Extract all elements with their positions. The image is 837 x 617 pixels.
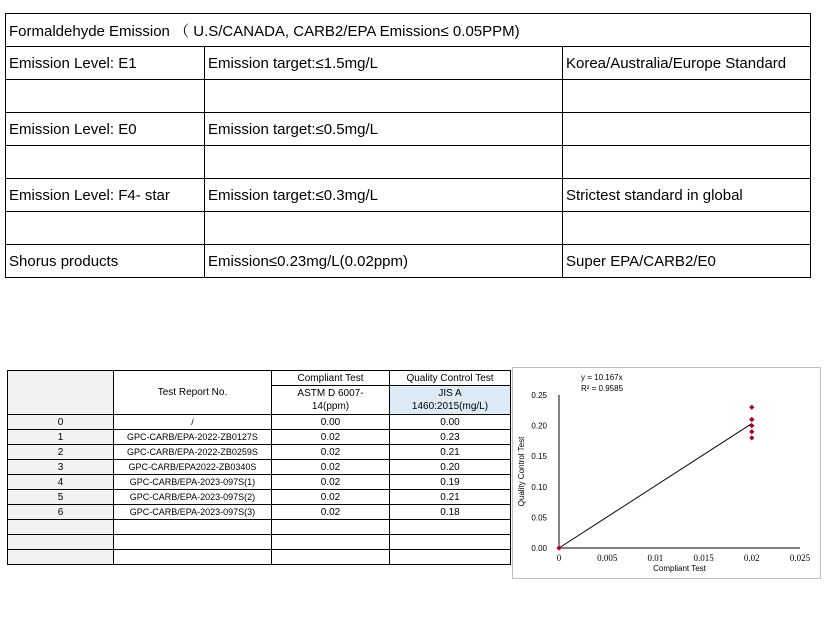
index-header-cell xyxy=(8,371,114,415)
table-row xyxy=(8,490,511,505)
qc-value: 0.21 xyxy=(390,490,511,505)
r-squared-label: R² = 0.9585 xyxy=(581,384,624,393)
table-row xyxy=(8,445,511,460)
emission-target-cell: Emission target:≤1.5mg/L xyxy=(205,47,563,80)
report-number: / xyxy=(114,415,272,430)
empty-cell xyxy=(6,80,205,113)
qc-value: 0.23 xyxy=(390,430,511,445)
row-index: 5 xyxy=(8,490,114,505)
compliant-value: 0.02 xyxy=(272,445,390,460)
empty-row xyxy=(8,550,511,565)
trendline xyxy=(559,424,752,548)
qc-method-line2: 1460:2015(mg/L) xyxy=(411,401,489,412)
scatter-chart xyxy=(512,367,821,579)
x-axis-title: Compliant Test xyxy=(653,564,706,573)
x-tick-label: 0.025 xyxy=(789,553,811,563)
empty-cell xyxy=(390,550,511,565)
empty-cell xyxy=(390,535,511,550)
table-title-row xyxy=(6,14,811,47)
table-row xyxy=(6,212,811,245)
empty-cell xyxy=(6,146,205,179)
y-tick-label: 0.10 xyxy=(531,482,547,492)
report-number: GPC-CARB/EPA-2022-ZB0259S xyxy=(114,445,272,460)
row-index: 6 xyxy=(8,505,114,520)
qc-value: 0.21 xyxy=(390,445,511,460)
y-tick-label: 0.00 xyxy=(531,544,547,553)
table-row xyxy=(8,475,511,490)
chart-canvas xyxy=(513,368,820,578)
report-number: GPC-CARB/EPA2022-ZB0340S xyxy=(114,460,272,475)
data-point-marker xyxy=(749,435,754,440)
row-index: 2 xyxy=(8,445,114,460)
compliant-value: 0.00 xyxy=(272,415,390,430)
table-row xyxy=(6,179,811,212)
empty-cell xyxy=(8,550,114,565)
y-tick-label: 0.25 xyxy=(531,391,547,400)
standard-note-cell: Strictest standard in global xyxy=(563,179,811,212)
qc-value: 0.18 xyxy=(390,505,511,520)
qc-method-line1: JIS A xyxy=(438,388,462,399)
report-header-cell: Test Report No. xyxy=(114,371,272,415)
report-number: GPC-CARB/EPA-2023-097S(3) xyxy=(114,505,272,520)
emission-level-cell: Emission Level: E0 xyxy=(6,113,205,146)
table-row xyxy=(6,80,811,113)
x-tick-label: 0.02 xyxy=(743,553,760,563)
table-title: Formaldehyde Emission （ U.S/CANADA, CARB2/EPA Emission≤ 0.05PPM) xyxy=(6,14,811,47)
data-point-marker xyxy=(749,417,754,422)
empty-cell xyxy=(563,80,811,113)
table-row xyxy=(8,430,511,445)
data-point-marker xyxy=(749,429,754,434)
table-row xyxy=(6,146,811,179)
x-axis-ticks xyxy=(557,553,811,563)
row-index: 4 xyxy=(8,475,114,490)
emission-level-cell: Emission Level: E1 xyxy=(6,47,205,80)
row-index: 1 xyxy=(8,430,114,445)
standard-note-cell xyxy=(563,113,811,146)
emission-target-cell: Emission≤0.23mg/L(0.02ppm) xyxy=(205,245,563,278)
product-name-cell: Shorus products xyxy=(6,245,205,278)
empty-cell xyxy=(114,535,272,550)
x-tick-label: 0.015 xyxy=(693,553,714,563)
data-point-marker xyxy=(749,405,754,410)
qc-header-cell: Quality Control Test xyxy=(390,371,511,386)
compliant-method-line2: 14(ppm) xyxy=(311,401,350,412)
x-tick-label: 0.01 xyxy=(647,553,664,563)
x-tick-label: 0.005 xyxy=(597,553,618,563)
standard-note-cell: Korea/Australia/Europe Standard xyxy=(563,47,811,80)
report-number: GPC-CARB/EPA-2022-ZB0127S xyxy=(114,430,272,445)
empty-cell xyxy=(114,520,272,535)
empty-cell xyxy=(272,550,390,565)
header-row xyxy=(8,371,511,386)
empty-cell xyxy=(114,550,272,565)
data-point-marker xyxy=(556,545,561,550)
qc-value: 0.19 xyxy=(390,475,511,490)
compliant-value: 0.02 xyxy=(272,490,390,505)
y-tick-label: 0.05 xyxy=(531,513,547,523)
data-point-marker xyxy=(749,423,754,428)
compliant-method-line1: ASTM D 6007- xyxy=(297,388,364,399)
compliant-method-cell xyxy=(272,386,390,415)
x-tick-label: 0 xyxy=(556,553,562,563)
table-row xyxy=(6,47,811,80)
empty-cell xyxy=(8,520,114,535)
standard-note-cell: Super EPA/CARB2/E0 xyxy=(563,245,811,278)
trendline-equation: y = 10.167x xyxy=(581,373,623,382)
test-report-table xyxy=(7,370,511,565)
table-row xyxy=(8,415,511,430)
row-index: 0 xyxy=(8,415,114,430)
emission-standards-table xyxy=(5,13,811,278)
empty-cell xyxy=(272,520,390,535)
y-tick-label: 0.20 xyxy=(531,421,547,431)
data-points xyxy=(556,405,754,551)
y-axis-ticks xyxy=(531,391,547,553)
empty-cell xyxy=(205,212,563,245)
y-tick-label: 0.15 xyxy=(531,452,547,462)
compliant-value: 0.02 xyxy=(272,460,390,475)
compliant-header-cell: Compliant Test xyxy=(272,371,390,386)
empty-cell xyxy=(272,535,390,550)
qc-value: 0.00 xyxy=(390,415,511,430)
empty-cell xyxy=(563,146,811,179)
empty-cell xyxy=(6,212,205,245)
qc-method-cell xyxy=(390,386,511,415)
empty-row xyxy=(8,535,511,550)
empty-cell xyxy=(390,520,511,535)
qc-value: 0.20 xyxy=(390,460,511,475)
empty-cell xyxy=(563,212,811,245)
table-row xyxy=(8,460,511,475)
empty-row xyxy=(8,520,511,535)
table-row xyxy=(6,245,811,278)
y-axis-title: Quality Control Test xyxy=(517,436,526,507)
empty-cell xyxy=(205,80,563,113)
emission-level-cell: Emission Level: F4- star xyxy=(6,179,205,212)
report-number: GPC-CARB/EPA-2023-097S(2) xyxy=(114,490,272,505)
compliant-value: 0.02 xyxy=(272,505,390,520)
emission-target-cell: Emission target:≤0.3mg/L xyxy=(205,179,563,212)
table-row xyxy=(8,505,511,520)
report-number: GPC-CARB/EPA-2023-097S(1) xyxy=(114,475,272,490)
compliant-value: 0.02 xyxy=(272,475,390,490)
table-row xyxy=(6,113,811,146)
empty-cell xyxy=(205,146,563,179)
empty-cell xyxy=(8,535,114,550)
emission-target-cell: Emission target:≤0.5mg/L xyxy=(205,113,563,146)
compliant-value: 0.02 xyxy=(272,430,390,445)
row-index: 3 xyxy=(8,460,114,475)
